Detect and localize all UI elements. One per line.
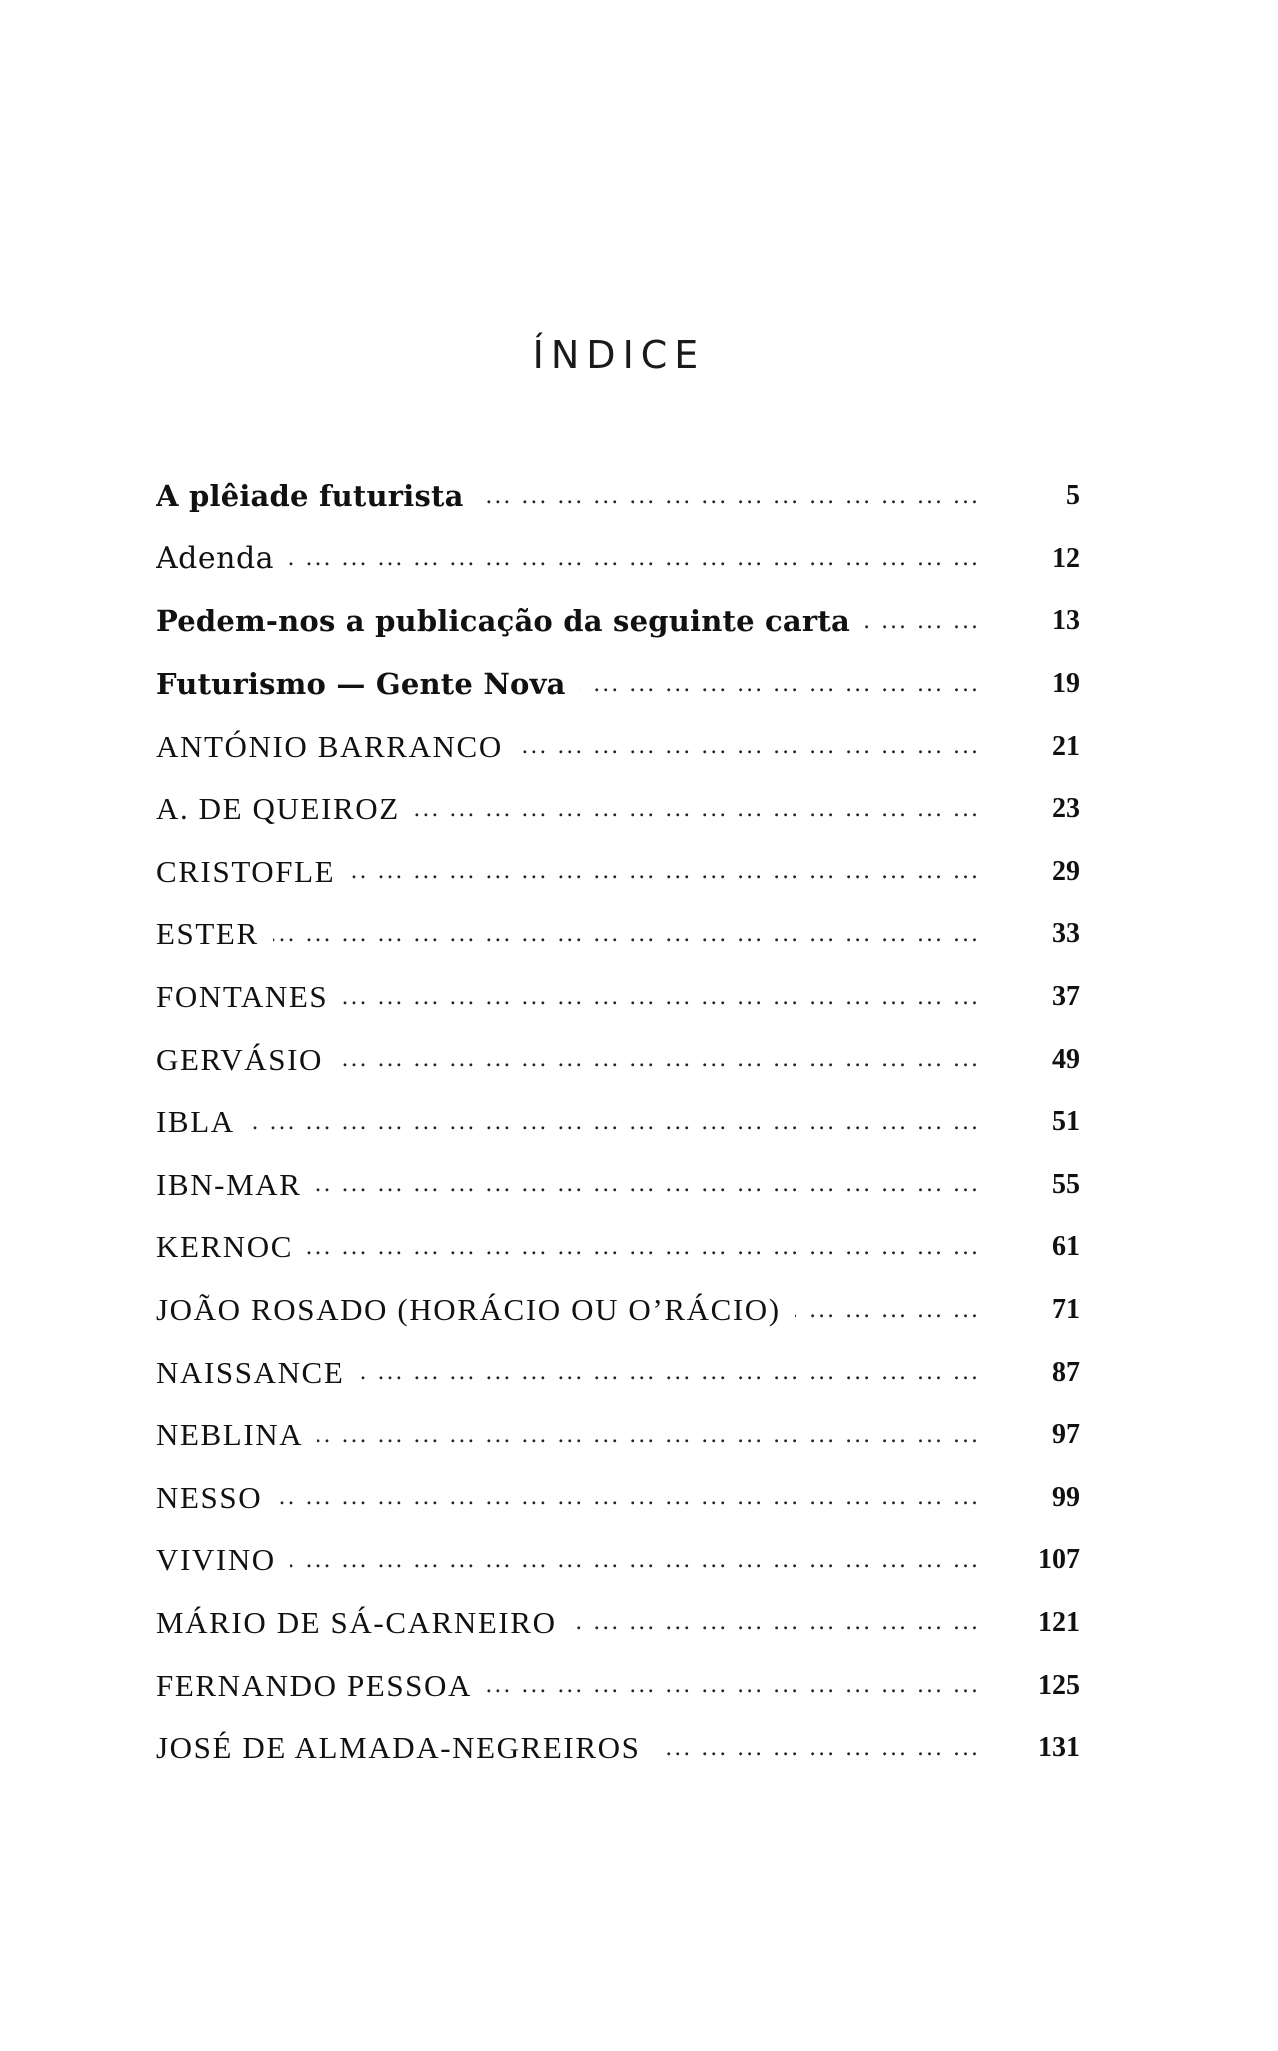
page-title: ÍNDICE (532, 333, 706, 377)
toc-entry (156, 1592, 1080, 1655)
toc-entry-left (156, 1355, 986, 1391)
toc-entry-page-number: 5 (1066, 480, 1080, 512)
toc-entry-title: NEBLINA (156, 1417, 304, 1453)
toc-entry-left (156, 541, 986, 576)
toc-entry (156, 1467, 1080, 1530)
toc-entry-page-number: 131 (1038, 1732, 1080, 1764)
toc-entry (156, 1279, 1080, 1342)
toc-entry-page-number: 49 (1052, 1043, 1080, 1075)
toc-entry-page-number: 125 (1038, 1669, 1080, 1701)
toc-entry (156, 1717, 1080, 1780)
toc-entry-page-number: 97 (1052, 1419, 1080, 1451)
toc-entry-left (156, 854, 986, 890)
dot-leader (478, 484, 980, 509)
toc-entry-left (156, 1229, 986, 1265)
toc-entry-page-number: 23 (1052, 793, 1080, 825)
toc-entry-title: GERVÁSIO (156, 1041, 324, 1077)
toc-entry-page-number: 13 (1052, 605, 1080, 637)
toc-entry-title: A. DE QUEIROZ (156, 791, 400, 827)
toc-entry-left (156, 1167, 986, 1203)
toc-entry-left (156, 1480, 986, 1516)
dot-leader (273, 922, 980, 947)
dot-leader (654, 1736, 980, 1761)
toc-entry (156, 1154, 1080, 1217)
toc-entry-title: Adenda (156, 541, 275, 577)
toc-entry (156, 966, 1080, 1029)
toc-entry-left (156, 791, 986, 827)
dot-leader (414, 797, 980, 822)
dot-leader (580, 672, 980, 697)
toc-entry-title: NESSO (156, 1479, 263, 1515)
toc-entry-left (156, 604, 986, 638)
toc-entry-page-number: 99 (1052, 1481, 1080, 1513)
toc-entry (156, 1341, 1080, 1404)
toc-entry (156, 841, 1080, 904)
toc-entry-left (156, 1042, 986, 1078)
toc-entry-title: MÁRIO DE SÁ-CARNEIRO (156, 1604, 557, 1640)
toc-entry (156, 778, 1080, 841)
toc-entry-left (156, 1668, 986, 1704)
dot-leader (795, 1298, 980, 1323)
dot-leader (249, 1110, 980, 1135)
dot-leader (290, 1548, 980, 1573)
toc-entry-left (156, 1730, 986, 1766)
toc-entry-title: A plêiade futurista (156, 479, 464, 514)
toc-entry-title: ESTER (156, 916, 259, 952)
toc-entry (156, 1216, 1080, 1279)
toc-entry (156, 1091, 1080, 1154)
toc-entry (156, 590, 1080, 653)
dot-leader (864, 609, 980, 634)
toc-entry (156, 903, 1080, 966)
toc-entry-page-number: 71 (1052, 1294, 1080, 1326)
toc-entry-page-number: 51 (1052, 1106, 1080, 1138)
toc-entry (156, 1028, 1080, 1091)
toc-entry (156, 1654, 1080, 1717)
toc-entry-left (156, 1417, 986, 1453)
toc-entry (156, 465, 1080, 528)
toc-entry-title: FONTANES (156, 979, 329, 1015)
toc-entry-title: JOSÉ DE ALMADA-NEGREIROS (156, 1730, 641, 1766)
toc-entry-left (156, 1605, 986, 1641)
toc-entry-left (156, 979, 986, 1015)
dot-leader (316, 1172, 980, 1197)
toc-entry-page-number: 55 (1052, 1168, 1080, 1200)
dot-leader (517, 734, 980, 759)
toc-entry-title: ANTÓNIO BARRANCO (156, 728, 503, 764)
dot-leader (337, 1047, 980, 1072)
toc-entry-page-number: 33 (1052, 918, 1080, 950)
toc-entry-title: IBN-MAR (156, 1166, 302, 1202)
toc-entry-page-number: 87 (1052, 1356, 1080, 1388)
toc-entry-left (156, 1292, 986, 1328)
toc-entry-page-number: 107 (1038, 1544, 1080, 1576)
toc-entry-page-number: 12 (1052, 542, 1080, 574)
toc-entry-left (156, 479, 986, 513)
toc-entry-page-number: 121 (1038, 1606, 1080, 1638)
toc-entry-title: CRISTOFLE (156, 853, 336, 889)
toc-entry-left (156, 1542, 986, 1578)
dot-leader (288, 546, 980, 571)
toc-entry-left (156, 667, 986, 701)
toc-entry-title: NAISSANCE (156, 1354, 345, 1390)
toc-entry-page-number: 61 (1052, 1231, 1080, 1263)
toc-entry-left (156, 1104, 986, 1140)
toc-entry-page-number: 19 (1052, 668, 1080, 700)
dot-leader (486, 1673, 980, 1698)
dot-leader (317, 1423, 980, 1448)
toc-entry-title: FERNANDO PESSOA (156, 1667, 472, 1703)
dot-leader (276, 1485, 980, 1510)
toc-entry-title: JOÃO ROSADO (HORÁCIO OU O’RÁCIO) (156, 1292, 781, 1328)
toc-entry-page-number: 29 (1052, 855, 1080, 887)
toc-entry-left (156, 729, 986, 765)
dot-leader (349, 859, 980, 884)
toc-entry (156, 653, 1080, 716)
toc-entry-title: VIVINO (156, 1542, 276, 1578)
toc-entry-page-number: 37 (1052, 981, 1080, 1013)
toc-entry-title: Futurismo — Gente Nova (156, 667, 566, 702)
toc-entry-title: Pedem-nos a publicação da seguinte carta (156, 604, 850, 639)
toc-entry (156, 1529, 1080, 1592)
toc-entry-left (156, 916, 986, 952)
table-of-contents (156, 465, 1080, 1779)
dot-leader (342, 985, 980, 1010)
toc-entry-title: IBLA (156, 1104, 235, 1140)
toc-entry (156, 1404, 1080, 1467)
dot-leader (358, 1360, 980, 1385)
toc-entry (156, 528, 1080, 591)
dot-leader (571, 1610, 980, 1635)
toc-entry (156, 715, 1080, 778)
toc-entry-page-number: 21 (1052, 730, 1080, 762)
toc-entry-title: KERNOC (156, 1229, 294, 1265)
dot-leader (307, 1235, 980, 1260)
